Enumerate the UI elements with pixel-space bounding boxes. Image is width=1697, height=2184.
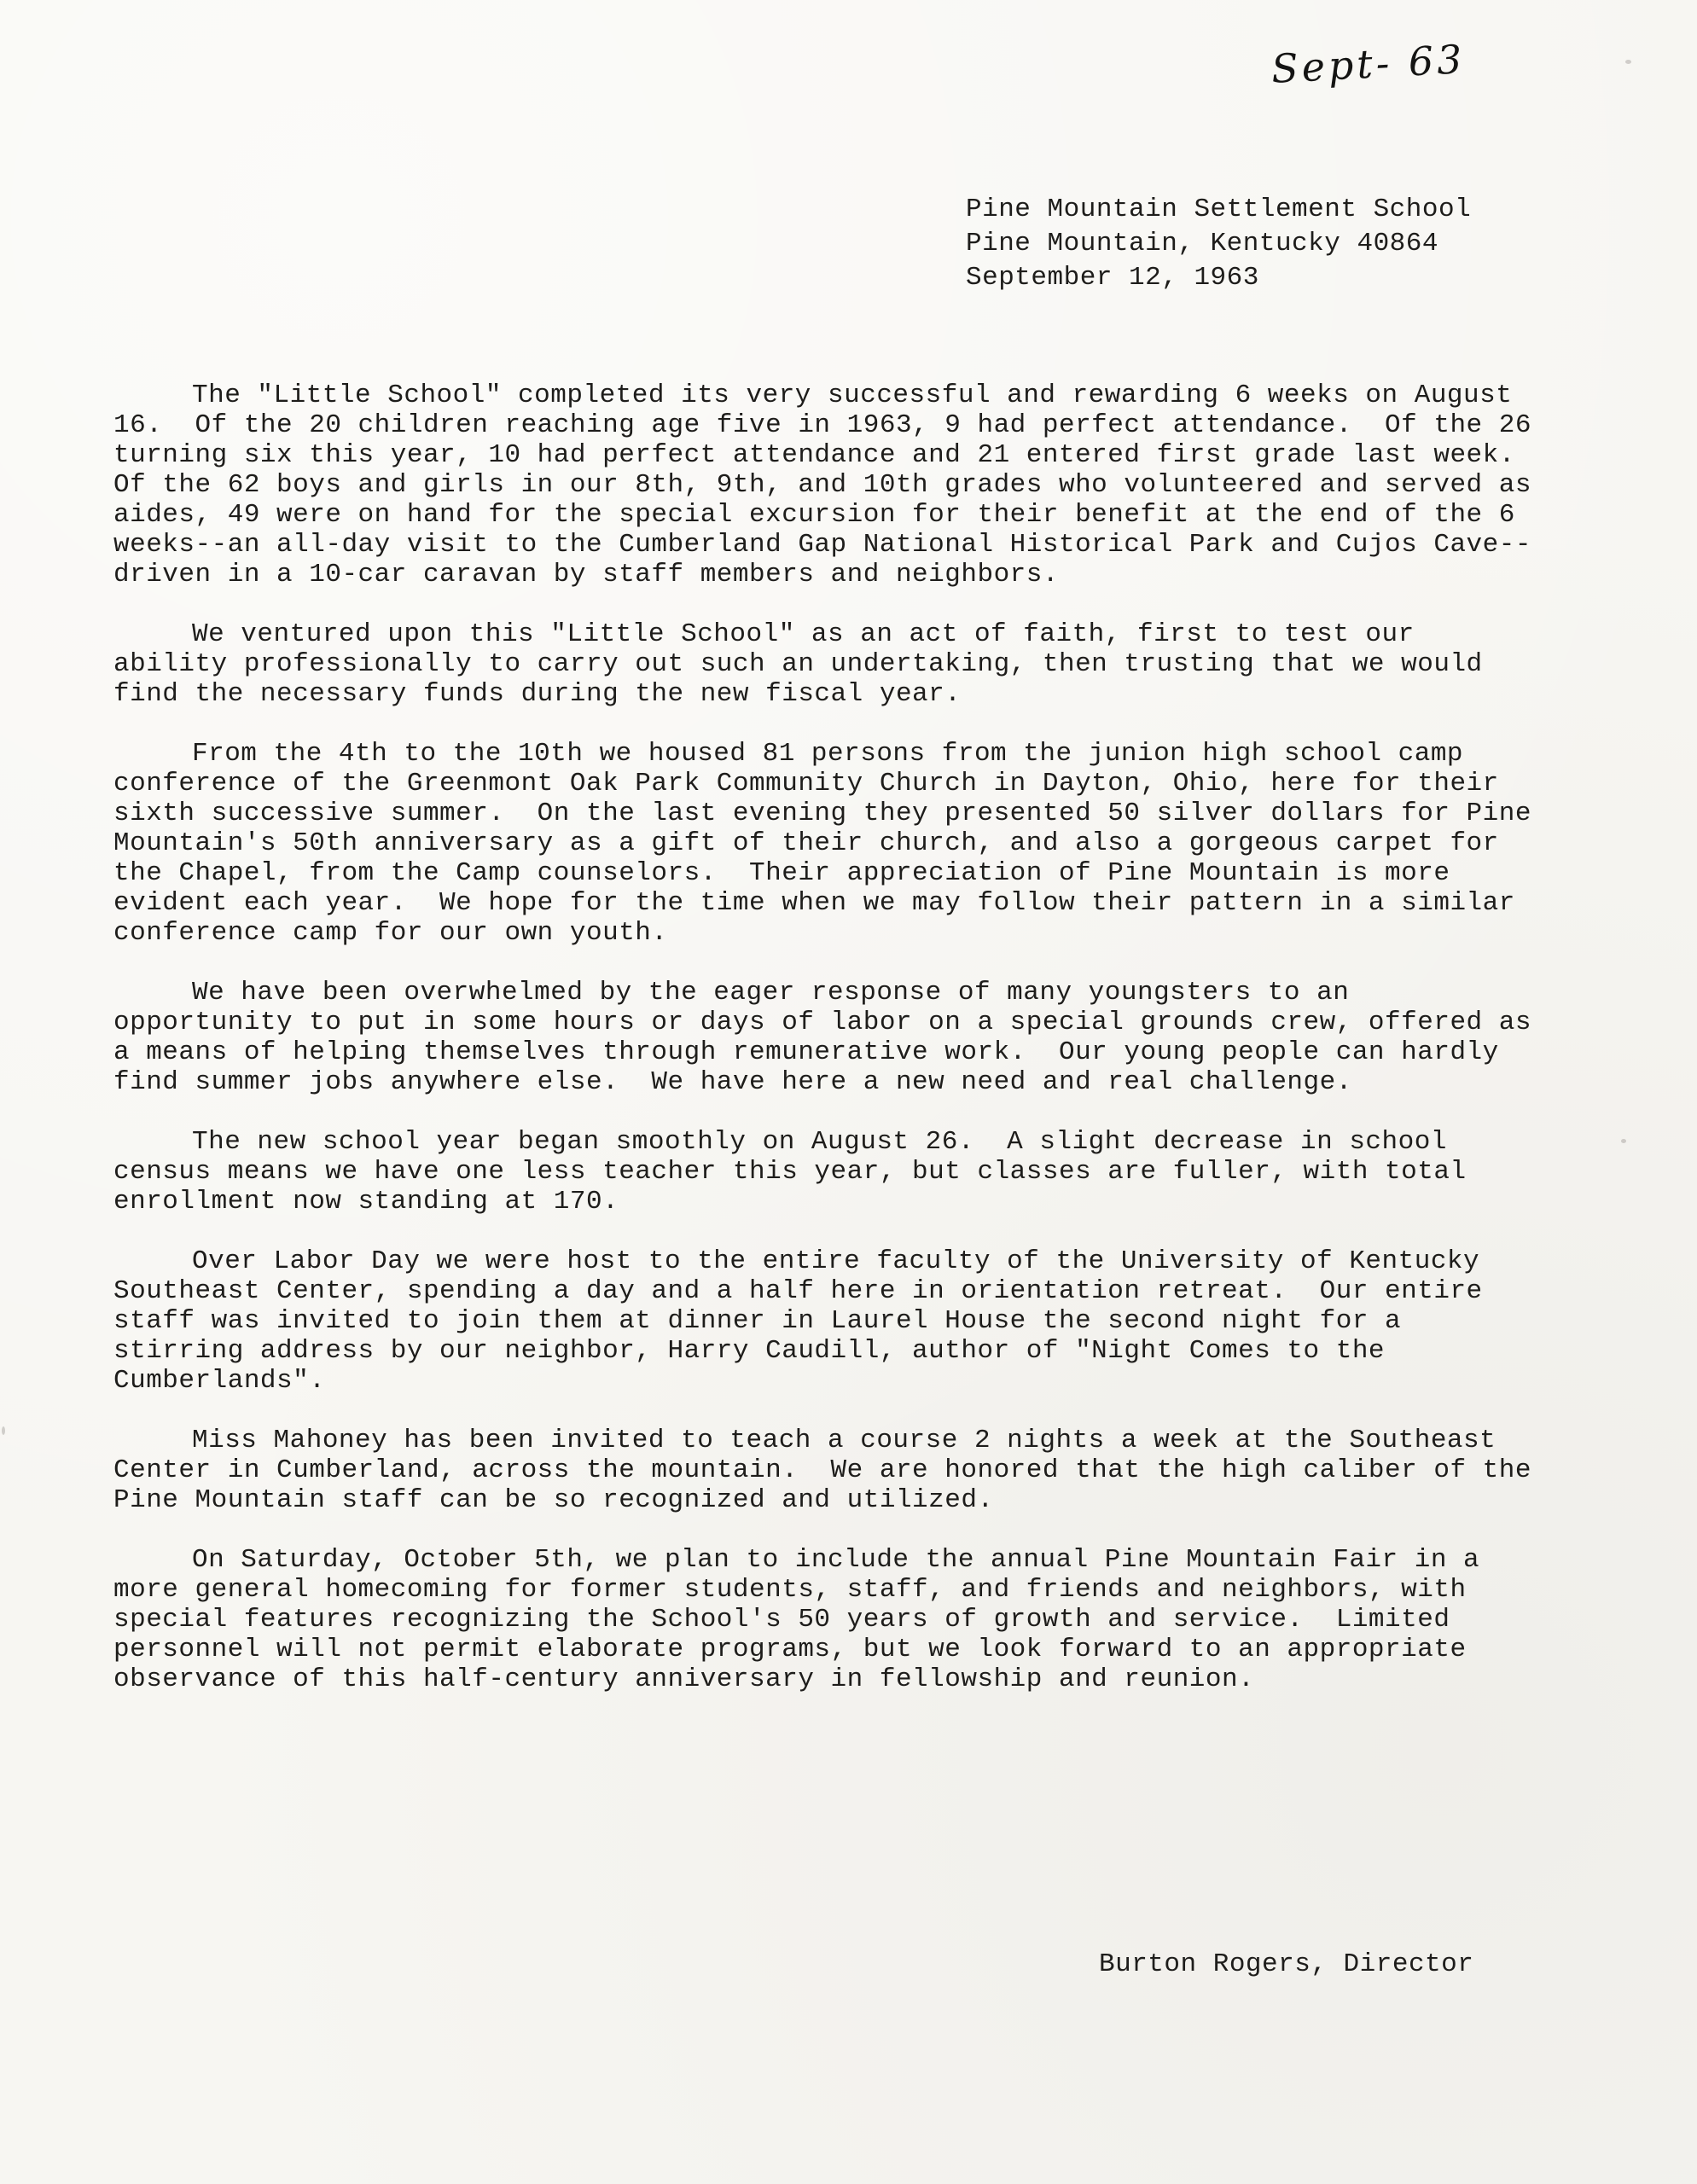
paragraph-miss-mahoney: Miss Mahoney has been invited to teach a course 2 nights a week at the Southeast Center in Cumberland, across the mountain. We are honored that the high caliber of the Pine Mountain staff can be so recognized and utilized. — [113, 1426, 1549, 1515]
scan-speckle — [1621, 1139, 1626, 1143]
paragraph-october-fair: On Saturday, October 5th, we plan to include the annual Pine Mountain Fair in a more general homecoming for former students, staff, and friends and neighbors, with special features recognizing the School's 50 years of growth and service. Limited personnel will not permit elaborate programs, but we look forward to an appropriate observance of this half-century anniversary in fellowship and reunion. — [113, 1545, 1496, 1694]
paragraph-labor-day-retreat: Over Labor Day we were host to the entire faculty of the University of Kentucky Southeast Center, spending a day and a half here in orientation retreat. Our entire staff was invited to join them at dinner in Laurel House the second night for a stirring address by our neighbor, Harry Caudill, author of "Night Comes to the Cumberlands". — [113, 1246, 1499, 1396]
letter-body — [113, 380, 1549, 1724]
signature-line: Burton Rogers, Director — [1099, 1949, 1474, 1979]
paragraph-little-school-summary: The "Little School" completed its very successful and rewarding 6 weeks on August 16. Of the 20 children reaching age five in 1963, 9 had perfect attendance. Of the 26 turning six this year, 10 had perfect attendance and 21 entered first grade last week. Of the 62 boys and girls in our 8th, 9th, and 10th grades who volunteered and served as aides, 49 were on hand for the special excursion for their benefit at the end of the 6 weeks--an all-day visit to the Cumberland Gap National Historical Park and Cujos Cave--driven in a 10-car caravan by staff members and neighbors. — [113, 380, 1549, 590]
letterhead-block — [966, 193, 1471, 295]
paragraph-act-of-faith: We ventured upon this "Little School" as an act of faith, first to test our ability professionally to carry out such an undertaking, then trusting that we would find the necessary funds during the new fiscal year. — [113, 619, 1499, 709]
letterhead-date: September 12, 1963 — [966, 263, 1259, 293]
paragraph-new-school-year: The new school year began smoothly on August 26. A slight decrease in school census means we have one less teacher this year, but classes are fuller, with total enrollment now standing at 170. — [113, 1127, 1483, 1217]
paragraph-camp-conference: From the 4th to the 10th we housed 81 persons from the junion high school camp conference of the Greenmont Oak Park Community Church in Dayton, Ohio, here for their sixth successive summer. On the last evening they presented 50 silver dollars for Pine Mountain's 50th anniversary as a gift of their church, and also a gorgeous carpet for the Chapel, from the Camp counselors. Their appreciation of Pine Mountain is more evident each year. We hope for the time when we may follow their pattern in a similar conference camp for our own youth. — [113, 739, 1549, 948]
handwritten-date-note: Sept- 63 — [1270, 36, 1467, 92]
paragraph-grounds-crew: We have been overwhelmed by the eager response of many youngsters to an opportunity to put in some hours or days of labor on a special grounds crew, offered as a means of helping themselves through remunerative work. Our young people can hardly find summer jobs anywhere else. We have here a new need and real challenge. — [113, 978, 1549, 1097]
scan-speckle — [2, 1426, 5, 1435]
letterhead-address: Pine Mountain, Kentucky 40864 — [966, 229, 1438, 258]
scan-speckle — [1625, 60, 1631, 64]
letterhead-school-name: Pine Mountain Settlement School — [966, 195, 1472, 224]
